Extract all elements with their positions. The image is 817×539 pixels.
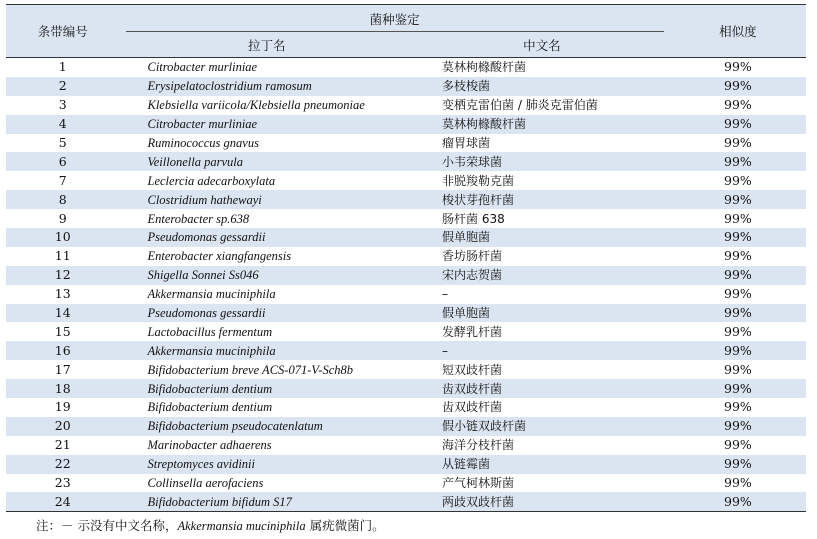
similarity-cell: 99% (670, 341, 806, 360)
strip-id-cell: 17 (54, 361, 71, 377)
table-row (6, 360, 806, 379)
strip-id-cell: 11 (54, 248, 71, 264)
chinese-name-cell: 变栖克雷伯菌 / 肺炎克雷伯菌 (442, 98, 598, 113)
latin-name-cell: Collinsella aerofaciens (147, 476, 264, 491)
strip-id-cell: 21 (54, 437, 71, 453)
latin-name-cell: Enterobacter xiangfangensis (147, 249, 292, 264)
strip-id-cell: 13 (54, 286, 71, 302)
strip-id-cell: 20 (6, 417, 120, 436)
chinese-name-cell: – (414, 341, 670, 360)
latin-name-cell: Streptomyces avidinii (120, 455, 415, 474)
table-row (6, 209, 806, 228)
strip-id-cell: 4 (6, 115, 120, 134)
chinese-name-cell: 梭状芽孢杆菌 (414, 190, 670, 209)
strip-id-cell: 3 (58, 97, 67, 113)
chinese-name-cell: 宋内志贺菌 (414, 266, 670, 285)
chinese-name-cell: – (442, 287, 449, 302)
chinese-name-cell: 假单胞菌 (414, 304, 670, 323)
table-row (6, 379, 806, 398)
strip-id-cell: 19 (54, 399, 71, 415)
latin-name-cell: Erysipelatoclostridium ramosum (120, 77, 415, 96)
similarity-cell: 99% (670, 228, 806, 247)
latin-name-cell: Enterobacter sp.638 (147, 211, 250, 226)
table-row (6, 285, 806, 304)
similarity-cell: 99% (724, 135, 752, 150)
chinese-name-cell: 产气柯林斯菌 (442, 476, 515, 491)
strain-identification-table (6, 4, 806, 512)
latin-name-cell: Citrobacter murliniae (120, 115, 415, 134)
similarity-cell: 99% (670, 379, 806, 398)
latin-name-cell: Bifidobacterium dentium (147, 400, 273, 415)
chinese-name-cell: 从链霉菌 (414, 455, 670, 474)
latin-name-cell: Bifidobacterium bifidum S17 (120, 492, 415, 511)
strip-id-cell: 7 (58, 172, 67, 188)
table-row (6, 77, 806, 96)
strip-id-cell: 10 (6, 228, 120, 247)
footnote-prefix: 注：－ 示没有中文名称， (36, 518, 178, 533)
latin-name-cell: Clostridium hathewayi (120, 190, 415, 209)
similarity-cell: 99% (670, 77, 806, 96)
latin-name-cell: Klebsiella variicola/Klebsiella pneumoniae (147, 98, 365, 113)
chinese-name-cell: 非脱羧勒克菌 (442, 173, 515, 188)
similarity-cell: 99% (670, 266, 806, 285)
strip-id-cell: 9 (58, 210, 67, 226)
chinese-name-cell: 发酵乳杆菌 (442, 324, 503, 339)
header-chinese-name: 中文名 (414, 32, 670, 58)
latin-name-cell: Pseudomonas gessardii (120, 228, 415, 247)
strip-id-cell: 5 (58, 135, 67, 150)
strip-id-cell: 8 (6, 190, 120, 209)
table-header (6, 5, 806, 58)
latin-name-cell: Lactobacillus fermentum (147, 324, 273, 339)
latin-name-cell: Akkermansia muciniphila (120, 341, 415, 360)
similarity-cell: 99% (724, 399, 752, 415)
latin-name-cell: Bifidobacterium breve ACS-071-V-Sch8b (147, 362, 354, 377)
strip-id-cell: 6 (6, 152, 120, 171)
similarity-cell: 99% (670, 152, 806, 171)
table-row (6, 417, 806, 436)
similarity-cell: 99% (670, 417, 806, 436)
table-row (6, 171, 806, 190)
table-row (6, 266, 806, 285)
similarity-cell: 99% (724, 59, 752, 75)
strip-id-cell: 18 (6, 379, 120, 398)
similarity-cell: 99% (724, 286, 752, 302)
similarity-cell: 99% (724, 97, 752, 113)
strip-id-cell: 22 (6, 455, 120, 474)
footnote-suffix: 属疣微菌门。 (305, 518, 385, 533)
similarity-cell: 99% (670, 190, 806, 209)
table-row (6, 115, 806, 134)
strip-id-cell: 12 (6, 266, 120, 285)
table-row (6, 474, 806, 493)
latin-name-cell: Bifidobacterium pseudocatenlatum (120, 417, 415, 436)
header-strip-id: 条带编号 (6, 5, 120, 58)
chinese-name-cell: 香坊肠杆菌 (442, 249, 503, 264)
table-row (6, 96, 806, 115)
latin-name-cell: Shigella Sonnei Ss046 (120, 266, 415, 285)
table-row (6, 322, 806, 341)
strip-id-cell: 23 (54, 475, 71, 491)
similarity-cell: 99% (724, 437, 752, 453)
similarity-cell: 99% (670, 115, 806, 134)
similarity-cell: 99% (724, 361, 752, 377)
table-footnote (36, 516, 385, 534)
strip-id-cell: 1 (58, 59, 67, 75)
similarity-cell: 99% (724, 323, 752, 339)
similarity-cell: 99% (670, 492, 806, 511)
table-row (6, 341, 806, 360)
header-identification-group: 菌种鉴定 (120, 5, 670, 33)
strip-id-cell: 14 (6, 304, 120, 323)
latin-name-cell: Akkermansia muciniphila (147, 287, 276, 302)
chinese-name-cell: 海洋分枝杆菌 (442, 438, 515, 453)
table-row (6, 436, 806, 455)
chinese-name-cell: 两歧双歧杆菌 (414, 492, 670, 511)
chinese-name-cell: 小韦荣球菌 (414, 152, 670, 171)
latin-name-cell: Pseudomonas gessardii (120, 304, 415, 323)
table-row (6, 190, 806, 209)
chinese-name-cell: 假单胞菌 (414, 228, 670, 247)
table-row (6, 247, 806, 266)
table-row (6, 492, 806, 511)
latin-name-cell: Veillonella parvula (120, 152, 415, 171)
strip-id-cell: 15 (54, 323, 71, 339)
chinese-name-cell: 短双歧杆菌 (442, 362, 503, 377)
similarity-cell: 99% (724, 248, 752, 264)
header-latin-name: 拉丁名 (120, 32, 415, 58)
table-row (6, 152, 806, 171)
chinese-name-cell: 齿双歧杆菌 (442, 400, 503, 415)
similarity-cell: 99% (670, 304, 806, 323)
table-row (6, 398, 806, 417)
similarity-cell: 99% (670, 455, 806, 474)
latin-name-cell: Citrobacter murliniae (147, 60, 258, 75)
table-body (6, 58, 806, 512)
chinese-name-cell: 假小链双歧杆菌 (414, 417, 670, 436)
table-row (6, 228, 806, 247)
similarity-cell: 99% (724, 172, 752, 188)
chinese-name-cell: 齿双歧杆菌 (414, 379, 670, 398)
footnote-species: Akkermansia muciniphila (177, 519, 306, 533)
chinese-name-cell: 多枝梭菌 (414, 77, 670, 96)
latin-name-cell: Marinobacter adhaerens (147, 438, 272, 453)
similarity-cell: 99% (724, 210, 752, 226)
chinese-name-cell: 莫林枸橼酸杆菌 (414, 115, 670, 134)
chinese-name-cell: 肠杆菌 638 (442, 211, 505, 226)
strip-id-cell: 16 (6, 341, 120, 360)
strip-id-cell: 24 (6, 492, 120, 511)
header-similarity: 相似度 (670, 5, 806, 58)
latin-name-cell: Ruminococcus gnavus (147, 136, 259, 150)
table-row (6, 58, 806, 77)
table-row (6, 304, 806, 323)
table-row (6, 455, 806, 474)
table-row (6, 134, 806, 153)
strip-id-cell: 2 (6, 77, 120, 96)
latin-name-cell: Bifidobacterium dentium (120, 379, 415, 398)
similarity-cell: 99% (724, 475, 752, 491)
latin-name-cell: Leclercia adecarboxylata (147, 173, 276, 188)
chinese-name-cell: 莫林枸橼酸杆菌 (442, 60, 527, 75)
chinese-name-cell: 瘤胃球菌 (442, 136, 491, 150)
